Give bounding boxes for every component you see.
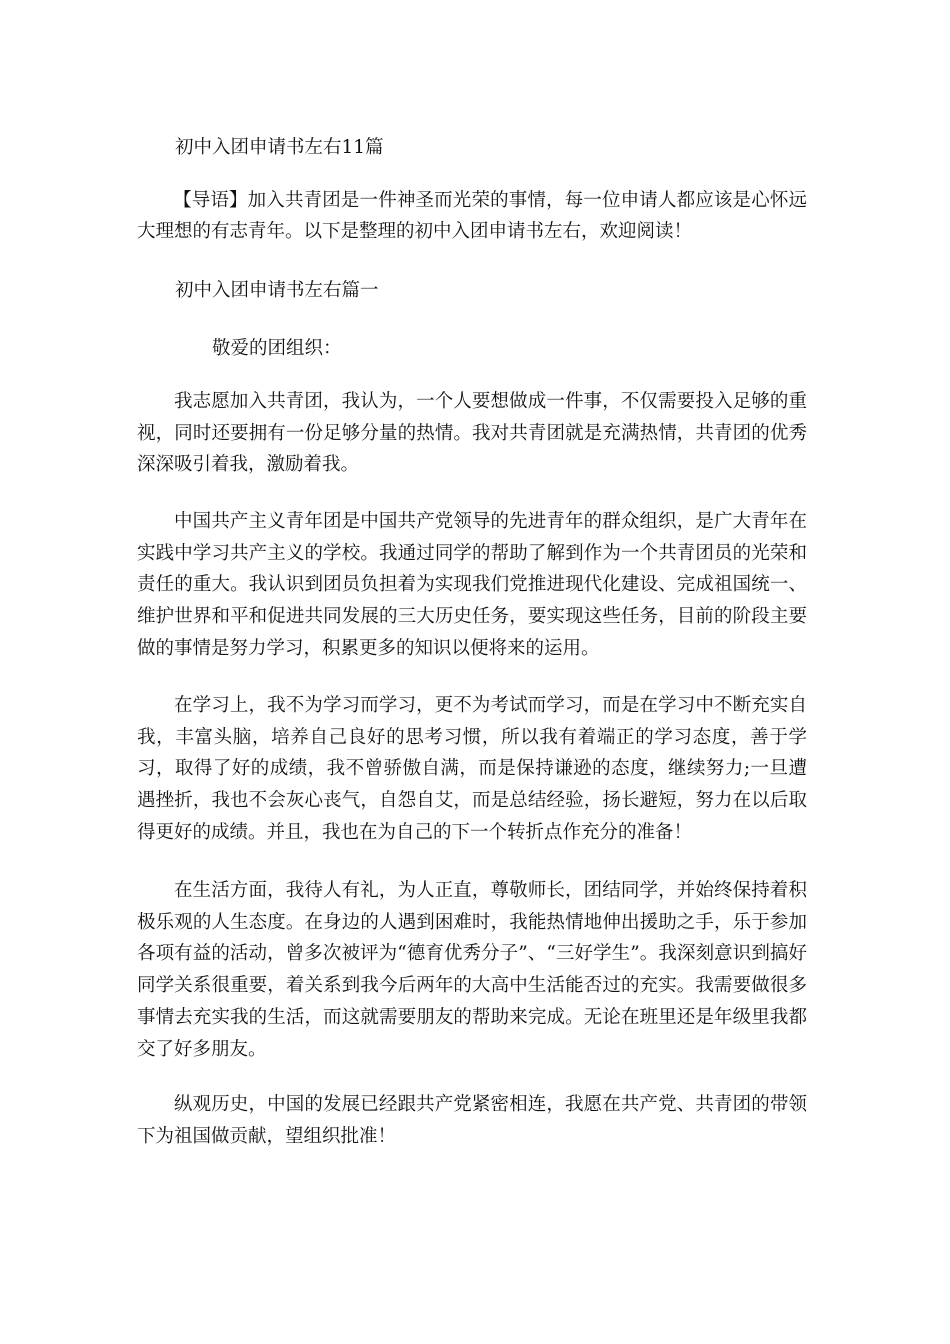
body-paragraph: 在学习上，我不为学习而学习，更不为考试而学习，而是在学习中不断充实自我，丰富头脑，培养自己良好的思考习惯，所以我有着端正的学习态度，善于学习，取得了好的成绩，我不曾骄傲自满，而是保持谦逊的态度，继续努力;一旦遭遇挫折，我也不会灰心丧气，自怨自艾，而是总结经验，扬长避短，努力在以后取得更好的成绩。并且，我也在为自己的下一个转折点作充分的准备！ — [137, 695, 807, 843]
salutation: 敬爱的团组织： — [212, 338, 342, 359]
body-paragraph: 中国共产主义青年团是中国共产党领导的先进青年的群众组织，是广大青年在实践中学习共产主义的学校。我通过同学的帮助了解到作为一个共青团员的光荣和责任的重大。我认识到团员负担着为实现我们党推进现代化建设、完成祖国统一、维护世界和平和促进共同发展的三大历史任务，要实现这些任务，目前的阶段主要做的事情是努力学习，积累更多的知识以便将来的运用。 — [137, 511, 807, 659]
intro-paragraph: 【导语】加入共青团是一件神圣而光荣的事情，每一位申请人都应该是心怀远大理想的有志青年。以下是整理的初中入团申请书左右，欢迎阅读！ — [137, 190, 807, 242]
document-title: 初中入团申请书左右11篇 — [175, 137, 384, 158]
body-paragraph: 我志愿加入共青团，我认为，一个人要想做成一件事，不仅需要投入足够的重视，同时还要拥有一份足够分量的热情。我对共青团就是充满热情，共青团的优秀深深吸引着我，激励着我。 — [137, 391, 807, 476]
body-paragraph: 在生活方面，我待人有礼，为人正直，尊敬师长，团结同学，并始终保持着积极乐观的人生态度。在身边的人遇到困难时，我能热情地伸出援助之手，乐于参加各项有益的活动，曾多次被评为“德育优秀分子”、“三好学生”。我深刻意识到搞好同学关系很重要，着关系到我今后两年的大高中生活能否过的充实。我需要做很多事情去充实我的生活，而这就需要朋友的帮助来完成。无论在班里还是年级里我都交了好多朋友。 — [137, 880, 807, 1060]
section-heading: 初中入团申请书左右篇一 — [175, 280, 379, 301]
body-paragraph: 纵观历史，中国的发展已经跟共产党紧密相连，我愿在共产党、共青团的带领下为祖国做贡献，望组织批准！ — [137, 1094, 807, 1147]
